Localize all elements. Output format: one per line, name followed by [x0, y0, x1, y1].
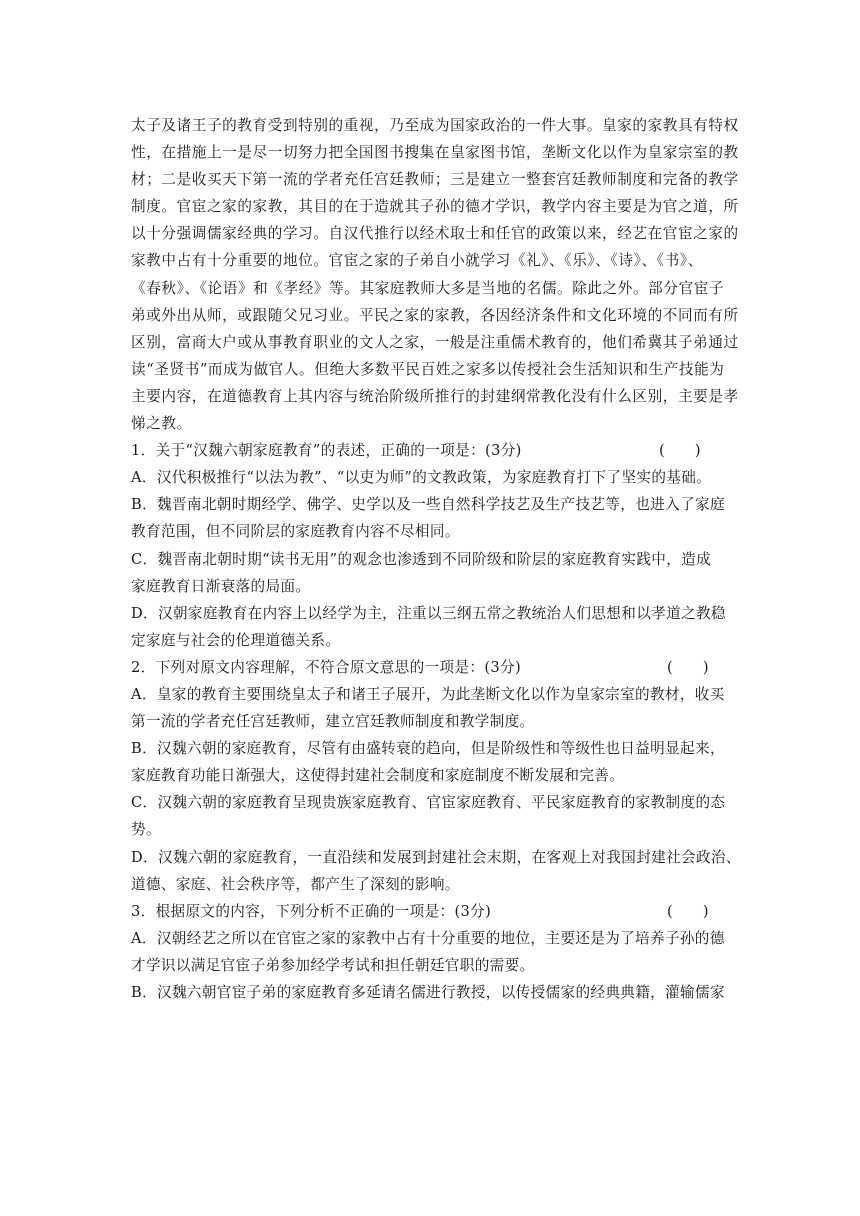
passage-line: 《春秋》、《论语》和《孝经》等。其家庭教师大多是当地的名儒。除此之外。部分官宦子	[131, 279, 725, 297]
passage-line: 制度。官宦之家的家教，其目的在于造就其子孙的德才学识，教学内容主要是为官之道，所	[131, 198, 739, 216]
option-a-continued: 才学识以满足官宦子弟参加经学考试和担任朝廷官职的需要。	[131, 956, 535, 974]
reading-passage	[131, 112, 737, 437]
answer-blank[interactable]: ( )	[659, 442, 701, 460]
passage-line: 读“圣贤书”而成为做官人。但绝大多数平民百姓之家多以传授社会生活知识和生产技能为	[131, 360, 725, 378]
answer-blank[interactable]: ( )	[667, 658, 709, 676]
document-body	[131, 112, 741, 1006]
question-2	[131, 654, 741, 898]
passage-line: 以十分强调儒家经典的学习。自汉代推行以经术取士和任官的政策以来，经艺在官宦之家的	[131, 225, 739, 243]
answer-blank[interactable]: ( )	[667, 902, 709, 920]
question-stem	[131, 898, 737, 925]
passage-line: 太子及诸王子的教育受到特别的重视，乃至成为国家政治的一件大事。皇家的家教具有特权	[131, 117, 739, 134]
option-a-continued: 第一流的学者充任宫廷教师，建立宫廷教师制度和教学制度。	[131, 713, 535, 731]
question-stem-text: 1．关于“汉魏六朝家庭教育”的表述，正确的一项是：(3分)	[131, 442, 522, 460]
option-c-continued: 势。	[131, 821, 161, 839]
passage-line: 主要内容，在道德教育上其内容与统治阶级所推行的封建纲常教化没有什么区别，主要是孝	[131, 387, 739, 405]
option-a: A．皇家的教育主要围绕皇太子和诸王子展开，为此垄断文化以作为皇家宗室的教材，收买	[131, 685, 725, 703]
option-d-continued: 道德、家庭、社会秩序等，都产生了深刻的影响。	[131, 875, 460, 893]
question-stem	[131, 437, 737, 464]
option-d: D．汉朝家庭教育在内容上以经学为主，注重以三纲五常之教统治人们思想和以孝道之教稳	[131, 604, 726, 622]
option-c-continued: 家庭教育日渐衰落的局面。	[131, 577, 311, 595]
option-b: B．魏晋南北朝时期经学、佛学、史学以及一些自然科学技艺及生产技艺等，也进入了家庭	[131, 496, 725, 514]
question-stem-text: 3．根据原文的内容，下列分析不正确的一项是：(3分)	[131, 902, 492, 920]
passage-line: 家教中占有十分重要的地位。官宦之家的子弟自小就学习《礼》、《乐》、《诗》、《书》、	[131, 252, 703, 270]
option-a: A．汉朝经艺之所以在官宦之家的家教中占有十分重要的地位，主要还是为了培养子孙的德	[131, 929, 725, 947]
option-b: B．汉魏六朝官宦子弟的家庭教育多延请名儒进行教授，以传授儒家的经典典籍，灌输儒家	[131, 984, 725, 1001]
option-b-continued: 家庭教育功能日渐强大，这使得封建社会制度和家庭制度不断发展和完善。	[131, 767, 625, 785]
question-stem	[131, 654, 737, 681]
question-3	[131, 898, 737, 1006]
passage-line: 材；二是收买天下第一流的学者充任宫廷教师；三是建立一整套宫廷教师制度和完备的教学	[131, 171, 739, 189]
passage-line: 区别，富商大户或从事教育职业的文人之家，一般是注重儒术教育的，他们希冀其子弟通过	[131, 333, 739, 351]
question-1	[131, 437, 737, 654]
option-c: C．汉魏六朝的家庭教育呈现贵族家庭教育、官宦家庭教育、平民家庭教育的家教制度的态	[131, 794, 726, 812]
option-b-continued: 教育范围，但不同阶层的家庭教育内容不尽相同。	[131, 523, 460, 541]
option-b: B．汉魏六朝的家庭教育，尽管有由盛转衰的趋向，但是阶级性和等级性也日益明显起来，	[131, 740, 725, 758]
option-d: D．汉魏六朝的家庭教育，一直沿续和发展到封建社会末期，在客观上对我国封建社会政治、	[131, 848, 741, 866]
passage-line: 悌之教。	[131, 415, 192, 433]
question-stem-text: 2．下列对原文内容理解，不符合原文意思的一项是：(3分)	[131, 658, 522, 676]
option-d-continued: 定家庭与社会的伦理道德关系。	[131, 631, 341, 649]
option-c: C．魏晋南北朝时期“读书无用”的观念也渗透到不同阶级和阶层的家庭教育实践中，造成	[131, 550, 712, 568]
option-a: A．汉代积极推行“以法为教”、“以吏为师”的文教政策，为家庭教育打下了坚实的基础。	[131, 469, 712, 487]
passage-line: 性，在措施上一是尽一切努力把全国图书搜集在皇家图书馆，垄断文化以作为皇家宗室的教	[131, 144, 739, 162]
passage-line: 弟或外出从师，或跟随父兄习业。平民之家的家教，各因经济条件和文化环境的不同而有所	[131, 306, 739, 324]
